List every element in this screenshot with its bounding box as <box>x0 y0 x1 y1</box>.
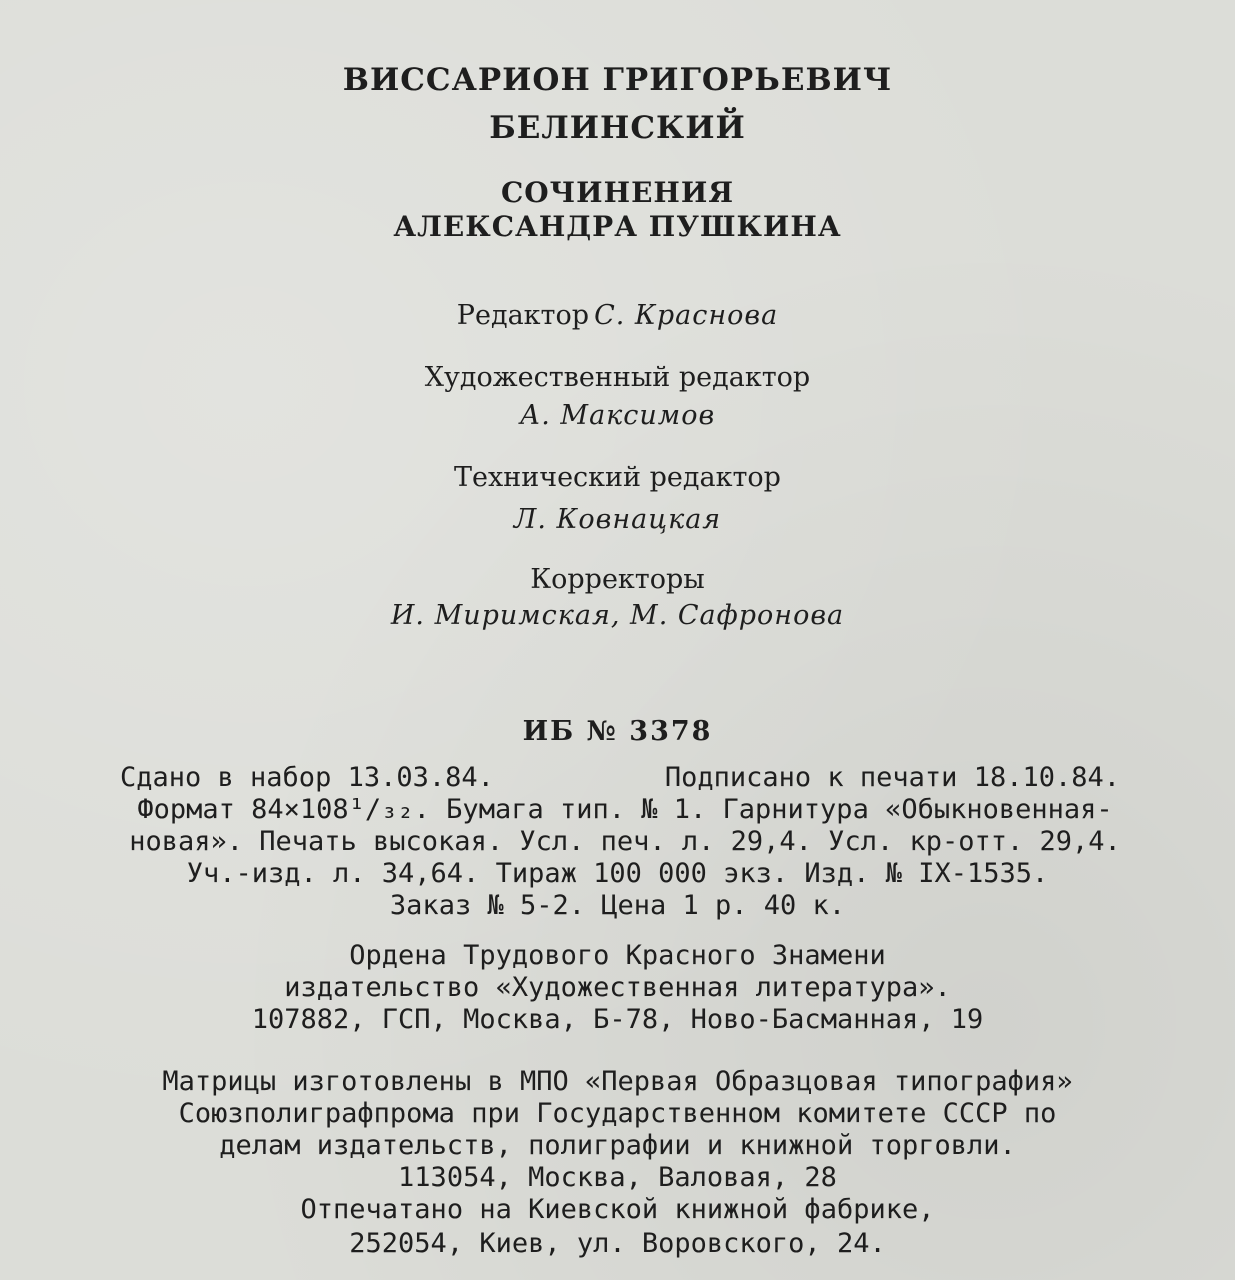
art-editor-name: А. Максимов <box>519 400 716 431</box>
editor-name: С. Краснова <box>594 300 779 331</box>
tech-editor-role: Технический редактор <box>454 462 781 493</box>
book-title-line-2: АЛЕКСАНДРА ПУШКИНА <box>393 210 842 243</box>
printer-line-1: Матрицы изготовлены в МПО «Первая Образцовая типография» <box>162 1066 1073 1097</box>
typeset-signed-line <box>120 762 1120 793</box>
print-line: новая». Печать высокая. Усл. печ. л. 29,4. Усл. кр-отт. 29,4. <box>129 826 1121 857</box>
format-line: Формат 84×108¹/₃₂. Бумага тип. № 1. Гарнитура «Обыкновенная- <box>137 794 1113 825</box>
printed-at-address: 252054, Киев, ул. Воровского, 24. <box>349 1228 886 1259</box>
proofreaders-role: Корректоры <box>530 564 705 595</box>
printed-at-line: Отпечатано на Киевской книжной фабрике, <box>300 1194 935 1225</box>
author-name-line-1: ВИССАРИОН ГРИГОРЬЕВИЧ <box>342 62 893 98</box>
printer-line-3: делам издательств, полиграфии и книжной торговли. <box>219 1130 1016 1161</box>
printer-address: 113054, Москва, Валовая, 28 <box>398 1162 837 1193</box>
typeset-date: Сдано в набор 13.03.84. <box>120 762 494 793</box>
publisher-line-2: издательство «Художественная литература». <box>284 972 951 1003</box>
proofreaders-names: И. Миримская, М. Сафронова <box>390 600 845 631</box>
art-editor-role: Художественный редактор <box>424 362 811 393</box>
printer-line-2: Союзполиграфпрома при Государственном комитете СССР по <box>178 1098 1057 1129</box>
book-title-line-1: СОЧИНЕНИЯ <box>500 176 735 209</box>
editor-role: Редактор <box>456 300 590 331</box>
author-name-line-2: БЕЛИНСКИЙ <box>489 110 746 146</box>
publisher-address: 107882, ГСП, Москва, Б-78, Ново-Басманная, 19 <box>251 1004 984 1035</box>
editor-credit <box>0 300 1235 331</box>
order-price-line: Заказ № 5-2. Цена 1 р. 40 к. <box>389 890 846 921</box>
signed-date: Подписано к печати 18.10.84. <box>664 762 1120 793</box>
publisher-line-1: Ордена Трудового Красного Знамени <box>349 940 886 971</box>
tech-editor-name: Л. Ковнацкая <box>513 504 722 535</box>
circulation-line: Уч.-изд. л. 34,64. Тираж 100 000 экз. Изд. № IX-1535. <box>186 858 1049 889</box>
ib-number: ИБ № 3378 <box>522 716 713 747</box>
